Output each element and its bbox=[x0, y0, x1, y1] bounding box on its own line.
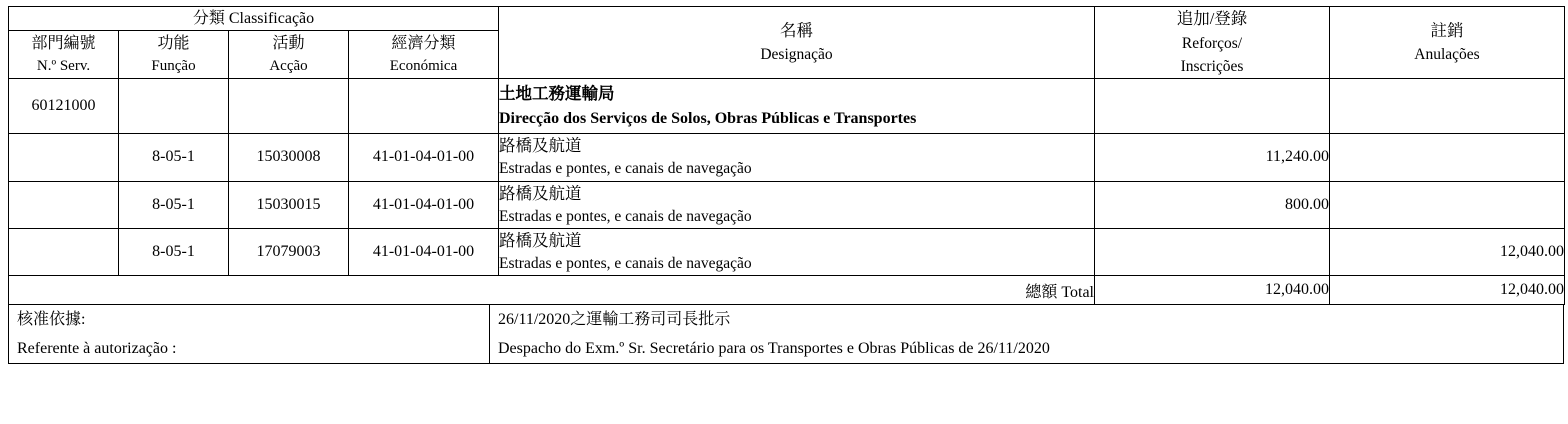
table-head bbox=[9, 7, 1565, 79]
table-row bbox=[9, 181, 1565, 228]
total-anulacao: 12,040.00 bbox=[1330, 276, 1565, 305]
organisation-name bbox=[499, 79, 1095, 134]
total-label-zh: 總額 bbox=[1025, 283, 1058, 301]
row-economica: 41-01-04-01-00 bbox=[349, 134, 499, 181]
row-designation bbox=[499, 229, 1095, 276]
row-economica: 41-01-04-01-00 bbox=[349, 229, 499, 276]
organisation-economica bbox=[349, 79, 499, 134]
funcao-header-pt: Função bbox=[151, 57, 196, 74]
row-designation-zh: 路橋及航道 bbox=[499, 231, 582, 251]
row-accao: 15030008 bbox=[229, 134, 349, 181]
table-row bbox=[9, 229, 1565, 276]
economica-header-pt: Económica bbox=[389, 57, 458, 74]
row-accao: 17079003 bbox=[229, 229, 349, 276]
total-reforco: 12,040.00 bbox=[1095, 276, 1330, 305]
total-label bbox=[9, 276, 1095, 305]
authorization-value-zh: 26/11/2020之運輸工務司司長批示 bbox=[489, 305, 1563, 334]
row-economica: 41-01-04-01-00 bbox=[349, 181, 499, 228]
additions-header bbox=[1095, 7, 1330, 79]
organisation-name-zh: 土地工務運輸局 bbox=[499, 83, 615, 103]
total-row bbox=[9, 276, 1565, 305]
authorization-label-zh: 核准依據: bbox=[17, 311, 86, 329]
row-funcao: 8-05-1 bbox=[119, 134, 229, 181]
servico-header-pt: N.º Serv. bbox=[36, 57, 91, 74]
additions-header-pt2: Inscrições bbox=[1180, 58, 1244, 75]
authorization-label-pt: Referente à autorização : bbox=[17, 340, 177, 358]
row-designation-zh: 路橋及航道 bbox=[499, 183, 582, 203]
classification-group-header: 分類 Classificação bbox=[9, 7, 499, 31]
row-reforco: 11,240.00 bbox=[1095, 134, 1330, 181]
funcao-header bbox=[119, 31, 229, 79]
total-label-pt: Total bbox=[1061, 283, 1094, 301]
organisation-reforco bbox=[1095, 79, 1330, 134]
row-servico bbox=[9, 181, 119, 228]
designation-header bbox=[499, 7, 1095, 79]
row-anulacao bbox=[1330, 181, 1565, 228]
row-reforco bbox=[1095, 229, 1330, 276]
accao-header-pt: Acção bbox=[269, 57, 308, 74]
additions-header-pt1: Reforços/ bbox=[1181, 34, 1243, 52]
table-row bbox=[9, 134, 1565, 181]
economica-header bbox=[349, 31, 499, 79]
cancellations-header bbox=[1330, 7, 1565, 79]
funcao-header-zh: 功能 bbox=[157, 35, 190, 53]
row-designation-zh: 路橋及航道 bbox=[499, 136, 582, 156]
row-reforco: 800.00 bbox=[1095, 181, 1330, 228]
row-servico bbox=[9, 229, 119, 276]
row-designation bbox=[499, 181, 1095, 228]
row-accao: 15030015 bbox=[229, 181, 349, 228]
authorization-value-pt: Despacho do Exm.º Sr. Secretário para os Transportes e Obras Públicas de 26/11/2020 bbox=[489, 334, 1563, 363]
header-row-group bbox=[9, 7, 1565, 31]
row-servico bbox=[9, 134, 119, 181]
budget-table bbox=[8, 6, 1565, 305]
designation-header-pt: Designação bbox=[760, 46, 833, 64]
organisation-funcao bbox=[119, 79, 229, 134]
row-anulacao: 12,040.00 bbox=[1330, 229, 1565, 276]
designation-header-zh: 名稱 bbox=[780, 20, 813, 40]
authorization-row-zh bbox=[9, 305, 1563, 334]
organisation-anulacao bbox=[1330, 79, 1565, 134]
row-anulacao bbox=[1330, 134, 1565, 181]
row-designation-pt: Estradas e pontes, e canais de navegação bbox=[499, 207, 752, 225]
cancellations-header-pt: Anulações bbox=[1414, 46, 1480, 64]
additions-header-zh: 追加/登錄 bbox=[1176, 9, 1248, 28]
organisation-row bbox=[9, 79, 1565, 134]
row-designation bbox=[499, 134, 1095, 181]
authorization-footer bbox=[8, 305, 1564, 364]
row-designation-pt: Estradas e pontes, e canais de navegação bbox=[499, 160, 752, 178]
servico-header-zh: 部門編號 bbox=[31, 35, 96, 53]
budget-alteration-sheet bbox=[0, 6, 1568, 424]
organisation-accao bbox=[229, 79, 349, 134]
economica-header-zh: 經濟分類 bbox=[391, 35, 456, 53]
accao-header-zh: 活動 bbox=[272, 35, 305, 53]
row-funcao: 8-05-1 bbox=[119, 181, 229, 228]
row-designation-pt: Estradas e pontes, e canais de navegação bbox=[499, 254, 752, 272]
cancellations-header-zh: 註銷 bbox=[1430, 20, 1464, 40]
organisation-name-pt: Direcção dos Serviços de Solos, Obras Públicas e Transportes bbox=[499, 109, 917, 127]
authorization-row-pt bbox=[9, 334, 1563, 363]
row-funcao: 8-05-1 bbox=[119, 229, 229, 276]
organisation-code: 60121000 bbox=[9, 79, 119, 134]
servico-header bbox=[9, 31, 119, 79]
table-body bbox=[9, 79, 1565, 305]
accao-header bbox=[229, 31, 349, 79]
